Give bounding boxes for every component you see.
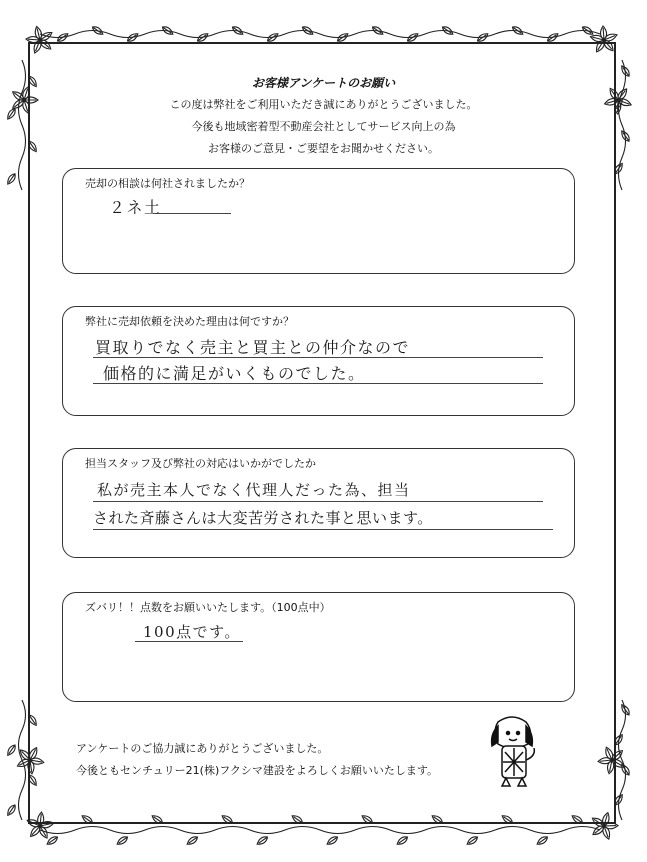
intro-line-2: 今後も地域密着型不動産会社としてサービス向上の為 xyxy=(191,120,456,133)
handwritten-answer-2-2: 価格的に満足がいくものでした。 xyxy=(103,364,366,383)
question-box-2 xyxy=(62,306,575,416)
answer-underline xyxy=(153,213,231,214)
answer-underline xyxy=(93,501,543,502)
handwritten-answer-4-1: 100点です。 xyxy=(143,623,241,641)
handwritten-answer-1-1: ２ネ土 xyxy=(109,198,162,217)
question-label-2: 弊社に売却依頼を決めた理由は何ですか？ xyxy=(85,315,294,328)
footer-line-1: アンケートのご協力誠にありがとうございました。 xyxy=(76,742,329,755)
answer-underline xyxy=(93,529,553,530)
handwritten-answer-3-1: 私が売主本人でなく代理人だった為、担当 xyxy=(97,481,411,499)
intro-line-3: お客様のご意見・ご要望をお聞かせください。 xyxy=(208,142,439,155)
answer-underline xyxy=(93,383,543,384)
handwritten-answer-3-2: された斉藤さんは大変苦労された事と思います。 xyxy=(93,509,433,527)
footer-line-2: 今後ともセンチュリー21(株)フクシマ建設をよろしくお願いいたします。 xyxy=(76,764,439,777)
question-box-4 xyxy=(62,592,575,702)
question-label-1: 売却の相談は何社されましたか？ xyxy=(85,177,250,190)
answer-underline xyxy=(93,357,543,358)
question-label-4: ズバリ！！点数をお願いいたします。（100点中） xyxy=(85,601,331,614)
intro-line-1: この度は弊社をご利用いただき誠にありがとうございました。 xyxy=(169,98,478,111)
answer-underline xyxy=(135,641,243,642)
question-box-3 xyxy=(62,448,575,558)
question-label-3: 担当スタッフ及び弊社の対応はいかがでしたか xyxy=(85,457,316,470)
page-title: お客様アンケートのお願い xyxy=(251,76,396,90)
handwritten-answer-2-1: 買取りでなく売主と買主との仲介なので xyxy=(95,338,411,357)
question-box-1 xyxy=(62,168,575,274)
